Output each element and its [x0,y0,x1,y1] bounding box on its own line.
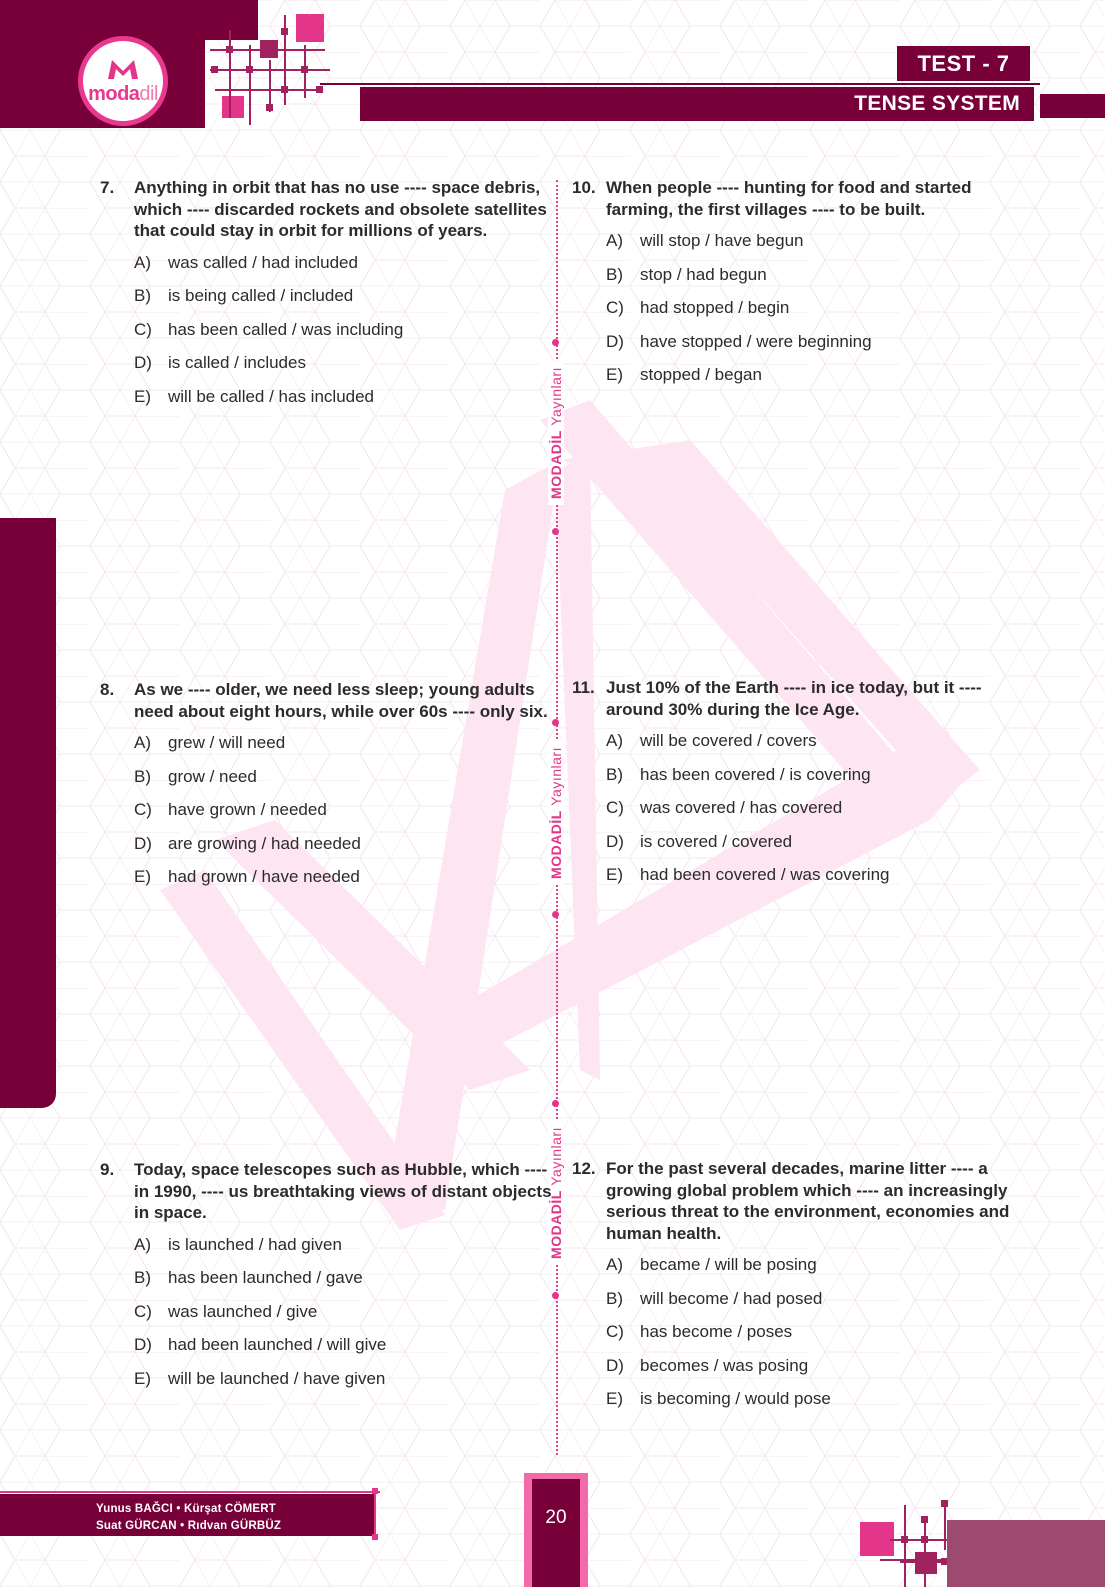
logo-text-moda: moda [88,82,140,105]
question-stem: Just 10% of the Earth ---- in ice today, but it ---- around 30% during the Ice Age. [606,678,982,719]
question-9 [100,1159,555,1401]
option-d[interactable]: D) is covered / covered [606,831,793,851]
option-c[interactable]: C) has been called / was including [134,319,404,339]
question-11 [572,677,1022,898]
footer-corner-block [947,1520,1105,1587]
question-number: 8. [100,680,115,699]
option-c[interactable]: C) was covered / has covered [606,798,843,818]
divider-dot [552,1100,559,1107]
option-e[interactable]: E) will be launched / have given [134,1368,386,1388]
option-a[interactable]: A) was called / had included [134,252,358,272]
question-number: 12. [572,1159,596,1178]
question-number: 11. [572,678,595,697]
publisher-side-label: MODADİL Yayınları [548,1121,564,1265]
header-decor [0,0,360,135]
option-e[interactable]: E) is becoming / would pose [606,1389,831,1409]
logo-text-dil: dil [139,82,158,105]
option-b[interactable]: B) is being called / included [134,286,354,306]
question-12 [572,1158,1022,1422]
options-list [606,1254,1022,1422]
publisher-side-label: MODADİL Yayınları [548,361,564,505]
publisher-side-label: MODADİL Yayınları [548,741,564,885]
logo-m-icon [106,57,140,81]
question-8 [100,679,555,900]
option-d[interactable]: D) becomes / was posing [606,1355,809,1375]
option-a[interactable]: A) is launched / had given [134,1234,342,1254]
option-e[interactable]: E) stopped / began [606,365,762,385]
question-stem: For the past several decades, marine litter ---- a growing global problem which ---- an increasingly serious threat to the environment, economies and human health. [606,1159,1010,1243]
options-list [134,732,555,900]
option-a[interactable]: A) grew / will need [134,733,286,753]
question-number: 9. [100,1160,115,1179]
option-c[interactable]: C) have grown / needed [134,800,327,820]
options-list [134,252,555,420]
divider-dot [552,528,559,535]
authors-line-1: Yunus BAĞCI • Kürşat CÖMERT [96,1503,277,1515]
footer-rule [0,1491,380,1493]
question-10 [572,177,1022,398]
option-a[interactable]: A) will stop / have begun [606,231,804,251]
question-stem: As we ---- older, we need less sleep; young adults need about eight hours, while over 60s ---- only six. [134,680,548,721]
option-e[interactable]: E) had grown / have needed [134,867,360,887]
option-b[interactable]: B) has been launched / gave [134,1268,363,1288]
question-7 [100,177,555,419]
option-a[interactable]: A) became / will be posing [606,1255,817,1275]
footer-bar-cap [370,1488,382,1542]
option-d[interactable]: D) is called / includes [134,353,306,373]
left-side-tab [0,518,56,1108]
header [0,0,1105,135]
question-number: 7. [100,178,115,197]
options-list [606,730,1022,898]
topic-bar-extension [1040,94,1105,118]
option-e[interactable]: E) will be called / has included [134,386,375,406]
authors [96,1501,281,1535]
option-d[interactable]: D) are growing / had needed [134,833,361,853]
test-label: TEST - 7 [897,46,1030,81]
option-b[interactable]: B) will become / had posed [606,1288,823,1308]
option-b[interactable]: B) stop / had begun [606,264,767,284]
divider-dot [552,911,559,918]
option-e[interactable]: E) had been covered / was covering [606,865,890,885]
page-number: 20 [532,1479,580,1587]
option-c[interactable]: C) had stopped / begin [606,298,790,318]
option-c[interactable]: C) was launched / give [134,1301,318,1321]
modadil-logo [78,36,168,126]
question-stem: Today, space telescopes such as Hubble, which ---- in 1990, ---- us breathtaking views of distant objects in space. [134,1160,552,1223]
option-a[interactable]: A) will be covered / covers [606,731,817,751]
question-number: 10. [572,178,596,197]
question-stem: When people ---- hunting for food and started farming, the first villages ---- to be built. [606,178,972,219]
options-list [606,230,1022,398]
authors-line-2: Suat GÜRCAN • Rıdvan GÜRBÜZ [96,1520,282,1532]
option-b[interactable]: B) grow / need [134,766,257,786]
header-rule [320,82,1040,86]
option-c[interactable]: C) has become / poses [606,1322,793,1342]
options-list [134,1234,555,1402]
topic-title: TENSE SYSTEM [360,87,1034,121]
option-d[interactable]: D) had been launched / will give [134,1335,387,1355]
option-d[interactable]: D) have stopped / were beginning [606,331,872,351]
question-stem: Anything in orbit that has no use ---- space debris, which ---- discarded rockets and obsolete satellites that could stay in orbit for millions of years. [134,178,547,241]
option-b[interactable]: B) has been covered / is covering [606,764,871,784]
